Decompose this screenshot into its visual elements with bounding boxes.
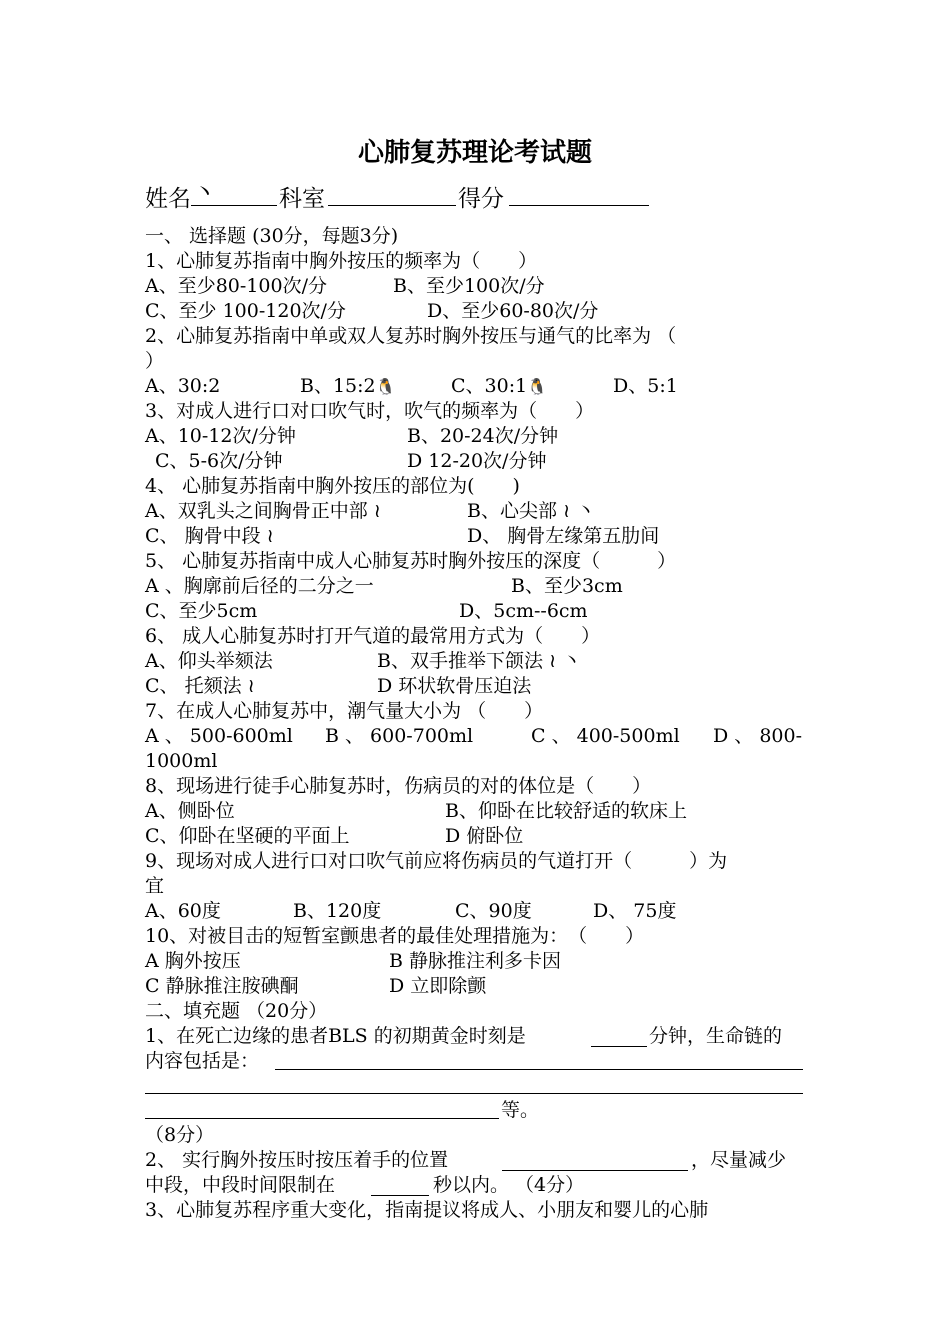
- q6-option-b[interactable]: B、双手推举下颌法 ≀ 丶: [377, 650, 582, 672]
- q2-option-c[interactable]: C、30:1🐧: [451, 375, 548, 397]
- q6-option-c[interactable]: C、 托颏法 ≀: [145, 675, 255, 697]
- q4-option-c[interactable]: C、 胸骨中段 ≀: [145, 525, 274, 547]
- q8-option-d[interactable]: D 俯卧位: [445, 825, 524, 847]
- q7-option-d[interactable]: D 、 800-: [713, 725, 802, 747]
- q5-options-row1: [145, 574, 807, 599]
- section1-heading: 一、 选择题 (30分，每题3分): [145, 225, 399, 247]
- q3-options-row2: [145, 449, 807, 474]
- dept-label: 科室: [279, 186, 325, 212]
- q3-option-b[interactable]: B、20-24次/分钟: [407, 425, 559, 447]
- q6-options-row1: [145, 649, 807, 674]
- q9-option-c[interactable]: C、90度: [455, 900, 532, 922]
- f1-text-4: 等。: [501, 1099, 540, 1121]
- tick-mark: 丶: [562, 650, 582, 672]
- f1-text-3: 内容包括是：: [145, 1050, 260, 1072]
- q9-option-a[interactable]: A、60度: [145, 900, 221, 922]
- q4-options-row1: [145, 499, 807, 524]
- q4-option-d[interactable]: D、 胸骨左缘第五肋间: [467, 525, 660, 547]
- q6-option-d[interactable]: D 环状软骨压迫法: [377, 675, 532, 697]
- name-mark: 丶: [193, 180, 216, 206]
- q1-options-row2: [145, 299, 807, 324]
- f1-blank-chain-1[interactable]: [275, 1069, 803, 1070]
- q6-stem: 6、 成人心肺复苏时打开气道的最常用方式为（ ）: [145, 625, 601, 647]
- q1-option-d[interactable]: D、至少60-80次/分: [427, 300, 599, 322]
- q7-option-d-cont: 1000ml: [145, 750, 218, 772]
- q2-stem-cont: ）: [145, 350, 165, 372]
- f2-text-2: ，尽量减少: [691, 1149, 787, 1171]
- q9-option-b[interactable]: B、120度: [293, 900, 382, 922]
- q6-option-a[interactable]: A、仰头举颏法: [145, 650, 273, 672]
- q7-options: [145, 724, 807, 749]
- f1-line4: [145, 1098, 807, 1123]
- q10-option-b[interactable]: B 静脉推注利多卡因: [389, 950, 562, 972]
- f3-line1: 3、心肺复苏程序重大变化，指南提议将成人、小朋友和婴儿的心肺: [145, 1199, 709, 1221]
- q4-options-row2: [145, 524, 807, 549]
- header-line: [145, 180, 807, 215]
- q7-option-b[interactable]: B 、 600-700ml: [325, 725, 474, 747]
- q5-option-a[interactable]: A 、胸廓前后径的二分之一: [145, 575, 374, 597]
- f1-blank-chain-2[interactable]: [145, 1093, 803, 1094]
- q8-option-c[interactable]: C、仰卧在坚硬的平面上: [145, 825, 350, 847]
- q3-stem: 3、对成人进行口对口吹气时，吹气的频率为（ ）: [145, 400, 595, 422]
- q5-option-b[interactable]: B、至少3cm: [511, 575, 623, 597]
- f2-text-1: 2、 实行胸外按压时按压着手的位置: [145, 1149, 449, 1171]
- q9-option-d[interactable]: D、 75度: [593, 900, 677, 922]
- q6-options-row2: [145, 674, 807, 699]
- q4-option-b[interactable]: B、心尖部 ≀ 丶: [467, 500, 596, 522]
- q5-stem: 5、 心肺复苏指南中成人心肺复苏时胸外按压的深度（ ）: [145, 550, 677, 572]
- f2-line2: [145, 1173, 807, 1198]
- q9-stem: 9、现场对成人进行口对口吹气前应将伤病员的气道打开（ ）为: [145, 850, 728, 872]
- q10-options-row2: [145, 974, 807, 999]
- name-field[interactable]: [191, 180, 277, 215]
- q8-stem: 8、现场进行徒手心肺复苏时，伤病员的对的体位是（ ）: [145, 775, 652, 797]
- q7-option-a[interactable]: A 、 500-600ml: [145, 725, 293, 747]
- q1-options-row1: [145, 274, 807, 299]
- q2-option-a[interactable]: A、30:2: [145, 375, 221, 397]
- q8-option-b[interactable]: B、仰卧在比较舒适的软床上: [445, 800, 687, 822]
- f1-line2: [145, 1049, 807, 1074]
- q1-stem: 1、心肺复苏指南中胸外按压的频率为（ ）: [145, 250, 538, 272]
- tilde-mark: ≀: [266, 525, 274, 547]
- q1-option-c[interactable]: C、至少 100-120次/分: [145, 300, 346, 322]
- q5-option-d[interactable]: D、5cm--6cm: [459, 600, 588, 622]
- q9-stem-cont: 宜: [145, 875, 165, 897]
- q4-stem: 4、 心肺复苏指南中胸外按压的部位为( ): [145, 475, 520, 497]
- q10-stem: 10、对被目击的短暂室颤患者的最佳处理措施为： （ ）: [145, 925, 645, 947]
- q2-option-b[interactable]: B、15:2🐧: [300, 375, 396, 397]
- f1-line1: [145, 1024, 807, 1049]
- q2-stem: 2、心肺复苏指南中单或双人复苏时胸外按压与通气的比率为 （: [145, 325, 677, 347]
- f1-score: （8分）: [145, 1124, 215, 1146]
- q7-stem: 7、在成人心肺复苏中，潮气量大小为 （ ）: [145, 700, 544, 722]
- tilde-mark: ≀: [247, 675, 255, 697]
- f1-text-2: 分钟，生命链的: [649, 1025, 783, 1047]
- page-title: 心肺复苏理论考试题: [357, 138, 592, 168]
- q8-options-row2: [145, 824, 807, 849]
- q7-option-c[interactable]: C 、 400-500ml: [531, 725, 680, 747]
- tilde-mark: ≀: [373, 500, 381, 522]
- q1-option-a[interactable]: A、至少80-100次/分: [145, 275, 327, 297]
- q10-option-c[interactable]: C 静脉推注胺碘酮: [145, 975, 299, 997]
- f2-line1: [145, 1148, 807, 1173]
- f2-text-3: 中段，中段时间限制在: [145, 1174, 336, 1196]
- q10-option-a[interactable]: A 胸外按压: [145, 950, 241, 972]
- q9-options: [145, 899, 807, 924]
- q2-options: [145, 374, 807, 399]
- f2-text-4: 秒以内。 （4分）: [433, 1174, 585, 1196]
- q5-option-c[interactable]: C、至少5cm: [145, 600, 258, 622]
- q10-option-d[interactable]: D 立即除颤: [389, 975, 487, 997]
- q3-option-a[interactable]: A、10-12次/分钟: [145, 425, 296, 447]
- penguin-icon: 🐧: [527, 377, 548, 396]
- score-label: 得分: [458, 186, 504, 212]
- tilde-mark: ≀: [549, 650, 557, 672]
- q1-option-b[interactable]: B、至少100次/分: [393, 275, 545, 297]
- q8-options-row1: [145, 799, 807, 824]
- q4-option-a[interactable]: A、双乳头之间胸骨正中部 ≀: [145, 500, 381, 522]
- section2-heading: 二、填充题 （20分）: [145, 1000, 328, 1022]
- q10-options-row1: [145, 949, 807, 974]
- name-label: 姓名: [145, 186, 191, 212]
- q2-option-d[interactable]: D、5:1: [613, 375, 678, 397]
- tilde-mark: ≀: [563, 500, 571, 522]
- q3-option-d[interactable]: D 12-20次/分钟: [407, 450, 547, 472]
- tick-mark: 丶: [576, 500, 596, 522]
- q3-options-row1: [145, 424, 807, 449]
- q5-options-row2: [145, 599, 807, 624]
- q3-option-c[interactable]: C、5-6次/分钟: [155, 450, 283, 472]
- q8-option-a[interactable]: A、侧卧位: [145, 800, 235, 822]
- f1-text-1: 1、在死亡边缘的患者BLS 的初期黄金时刻是: [145, 1025, 526, 1047]
- penguin-icon: 🐧: [375, 377, 396, 396]
